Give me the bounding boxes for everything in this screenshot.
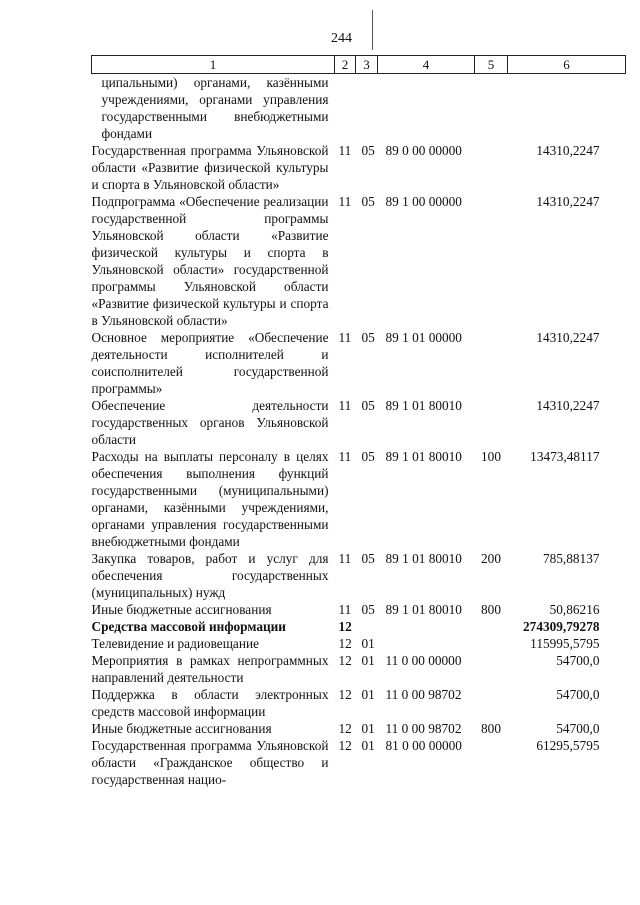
row-amount: 14310,2247 [536, 194, 600, 209]
table-row [92, 737, 626, 788]
row-expense-type [475, 142, 508, 193]
row-amount: 115995,5795 [530, 636, 600, 651]
row-subsection: 05 [361, 602, 375, 617]
table-row [92, 618, 626, 635]
table-row [92, 601, 626, 618]
header-col-6: 6 [508, 56, 626, 74]
row-target-article: 89 1 01 80010 [385, 551, 462, 566]
row-expense-type: 100 [481, 449, 501, 464]
row-subsection: 01 [361, 653, 375, 668]
row-amount: 54700,0 [556, 687, 600, 702]
table-row [92, 193, 626, 329]
row-expense-type [475, 74, 508, 143]
row-subsection: 01 [361, 721, 375, 736]
row-section: 12 [338, 636, 352, 651]
budget-table [91, 55, 626, 788]
row-target-article: 89 1 01 80010 [385, 602, 462, 617]
row-amount: 14310,2247 [536, 330, 600, 345]
row-section: 12 [338, 687, 352, 702]
row-section: 11 [338, 330, 352, 345]
table-header-row [92, 56, 626, 74]
row-description: Подпрограмма «Обеспечение реализации государственной программы Ульяновской области «Развитие физической культуры и спорта в Ульяновской области» государственной программы Ульяновской области «Развитие физической культуры и спорта в Ульяновской области» [91, 194, 329, 328]
row-expense-type [475, 329, 508, 397]
table-row [92, 448, 626, 550]
row-amount: 54700,0 [556, 721, 600, 736]
row-target-article: 11 0 00 00000 [385, 653, 462, 668]
row-target-article: 89 1 01 00000 [385, 330, 462, 345]
row-subsection: 05 [361, 143, 375, 158]
header-col-5: 5 [475, 56, 508, 74]
row-target-article: 89 1 00 00000 [385, 194, 462, 209]
row-expense-type [475, 193, 508, 329]
row-subsection: 01 [361, 636, 375, 651]
row-amount: 14310,2247 [536, 143, 600, 158]
row-section: 11 [338, 398, 352, 413]
row-target-article: 89 1 01 80010 [385, 449, 462, 464]
row-section: 11 [338, 602, 352, 617]
row-amount [508, 74, 626, 143]
page-number: 244 [331, 31, 352, 46]
table-row [92, 397, 626, 448]
row-subsection: 05 [361, 194, 375, 209]
row-expense-type: 800 [481, 721, 501, 736]
row-description: Иные бюджетные ассигнования [91, 721, 272, 736]
header-col-3: 3 [356, 56, 378, 74]
row-expense-type [475, 635, 508, 652]
row-description: Иные бюджетные ассигнования [91, 602, 272, 617]
row-target-article [378, 618, 475, 635]
row-amount: 14310,2247 [536, 398, 600, 413]
row-expense-type [475, 618, 508, 635]
row-description: Государственная программа Ульяновской области «Развитие физической культуры и спорта в Ульяновской области» [91, 143, 329, 192]
row-section: 12 [338, 721, 352, 736]
row-section: 11 [338, 551, 352, 566]
row-description: Основное мероприятие «Обеспечение деятельности исполнителей и соисполнителей государственной программы» [91, 330, 329, 396]
row-subsection: 01 [361, 687, 375, 702]
row-expense-type [475, 397, 508, 448]
row-target-article: 89 0 00 00000 [385, 143, 462, 158]
row-target-article: 11 0 00 98702 [385, 687, 462, 702]
row-section [335, 74, 356, 143]
row-description: Средства массовой информации [91, 619, 286, 634]
row-subsection: 05 [361, 398, 375, 413]
row-subsection [356, 74, 378, 143]
row-section: 12 [338, 738, 352, 753]
row-amount: 785,88137 [542, 551, 600, 566]
row-amount: 54700,0 [556, 653, 600, 668]
row-section: 11 [338, 194, 352, 209]
header-col-4: 4 [378, 56, 475, 74]
row-target-article: 89 1 01 80010 [385, 398, 462, 413]
row-target-article [378, 74, 475, 143]
table-row [92, 74, 626, 143]
table-row [92, 652, 626, 686]
row-description: Закупка товаров, работ и услуг для обеспечения государственных (муниципальных) нужд [91, 551, 329, 600]
row-section: 12 [338, 653, 352, 668]
row-expense-type: 200 [481, 551, 501, 566]
row-expense-type [475, 737, 508, 788]
row-expense-type [475, 652, 508, 686]
row-subsection [356, 618, 378, 635]
row-section: 11 [338, 143, 352, 158]
row-description: Расходы на выплаты персоналу в целях обеспечения выполнения функций государственными (муниципальными) органами, казёнными учреждениями, органами управления государственными внебюджетными фондами [91, 449, 329, 549]
table-body [92, 74, 626, 789]
scan-mark [372, 10, 373, 50]
table-row [92, 142, 626, 193]
header-col-1: 1 [92, 56, 335, 74]
row-amount: 13473,48117 [530, 449, 600, 464]
row-description: Поддержка в области электронных средств массовой информации [91, 687, 329, 719]
table-row [92, 329, 626, 397]
row-description: Телевидение и радиовещание [91, 636, 259, 651]
header-col-2: 2 [335, 56, 356, 74]
row-subsection: 05 [361, 330, 375, 345]
row-amount: 274309,79278 [523, 619, 600, 634]
row-amount: 61295,5795 [536, 738, 600, 753]
table-row [92, 550, 626, 601]
row-description: Мероприятия в рамках непрограммных направлений деятельности [91, 653, 329, 685]
row-description: Государственная программа Ульяновской области «Гражданское общество и государственная нацио- [91, 738, 329, 787]
row-section: 11 [338, 449, 352, 464]
row-description: Обеспечение деятельности государственных органов Ульяновской области [91, 398, 329, 447]
row-description: ципальными) органами, казёнными учреждениями, органами управления государственными внебюджетными фондами [101, 75, 329, 141]
row-expense-type: 800 [481, 602, 501, 617]
row-subsection: 01 [361, 738, 375, 753]
row-amount: 50,86216 [549, 602, 600, 617]
table-row [92, 720, 626, 737]
row-target-article: 11 0 00 98702 [385, 721, 462, 736]
row-target-article [378, 635, 475, 652]
row-subsection: 05 [361, 551, 375, 566]
table-row [92, 635, 626, 652]
row-section: 12 [338, 619, 352, 634]
table-row [92, 686, 626, 720]
row-target-article: 81 0 00 00000 [385, 738, 462, 753]
row-subsection: 05 [361, 449, 375, 464]
row-expense-type [475, 686, 508, 720]
